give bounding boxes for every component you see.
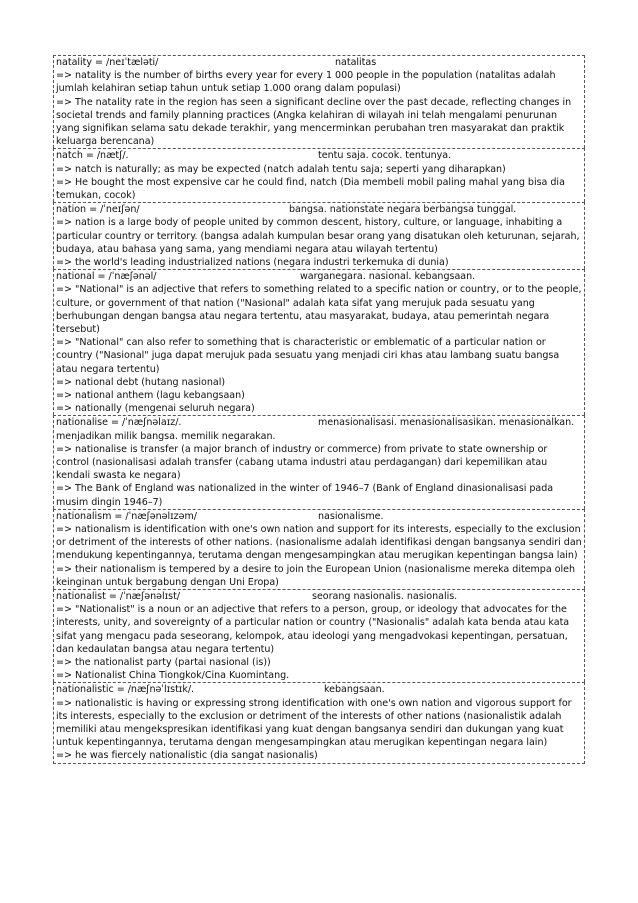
example-line: => The natality rate in the region has seen a significant decline over the past decade, reflecting changes in societal trends and family planning practices (Angka kelahiran di wilayah ini telah mengalami penurunan yang signifikan selama satu dekade terakhir, yang mencerminkan perubahan tren masyarakat dan praktik keluarga berencana) [56,96,572,148]
entry-head [56,270,583,283]
entry-head [56,510,583,523]
entry-nationalise [53,415,585,508]
definition-line: => natch is naturally; as may be expected (natch adalah tentu saja; seperti yang diharapkan) [56,163,506,175]
entry-nationalistic [53,682,585,763]
meaning: natalitas [335,57,377,68]
headword: nationalist = /ˈnæʃənəlɪst/ [56,591,180,603]
entry-natch [53,148,585,202]
headword: nation = /ˈneɪʃən/ [56,204,140,216]
example-line: => their nationalism is tempered by a desire to join the European Union (nasionalisme mereka ditempa oleh keinginan untuk bergabung dengan Uni Eropa) [56,563,576,588]
meaning-wrapped: menasionalisasi. menasionalisasikan. menasionalkan. menjadikan milik bangsa. memilik negarakan. [56,417,575,442]
meaning: nasionalisme. [318,510,384,522]
example-line: => he was fiercely nationalistic (dia sangat nasionalis) [56,750,318,762]
example-line: => the world's leading industrialized nations (negara industri terkemuka di dunia) [56,257,449,268]
definition-line: => "Nationalist" is a noun or an adjective that refers to a person, group, or ideology that advocates for the interests, unity, and sovereignty of a particular nation or country ("Nasionalis" adalah kata benda atau kata sifat yang mengacu pada seseorang, kelompok, atau ideologi yang mengadvokasi kepentingan, persatuan, dan kedaulatan bangsa atau negara tertentu) [56,604,570,655]
example-line: => national debt (hutang nasional) [56,376,226,388]
headword: nationalistic = /næʃnəˈlɪstɪk/. [56,684,195,696]
entry-nation [53,202,585,269]
meaning: kebangsaan. [324,684,385,696]
definition-line: => "National" can also refer to something that is characteristic or emblematic of a particular nation or country ("Nasional" juga dapat merujuk pada sesuatu yang menjadi ciri khas atau lambang suatu bangsa atau negara tertentu) [56,337,560,375]
definition-line: => nationalism is identification with one's own nation and support for its interests, especially to the exclusion or detriment of the interests of other nations. (nasionalisme adalah identifikasi dengan bangsanya sendiri dan mendukung kepentingannya, terutama dengan mengesampingkan atau merugikan kepentingan bangsa lain) [56,524,582,562]
entry-head [56,149,583,162]
definition-line: => nation is a large body of people united by common descent, history, culture, or language, inhabiting a particular country or territory. (bangsa adalah kumpulan besar orang yang disatukan oleh keturunan, sejarah, budaya, atau bahasa yang sama, yang mendiami negara atau wilayah tertentu) [56,217,580,255]
entry-head [56,590,583,603]
meaning: seorang nasionalis. nasionalis. [312,591,458,603]
example-line: => Nationalist China Tiongkok/Cina Kuomintang. [56,670,290,682]
headword: national = /ˈnæʃənəl/ [56,271,157,283]
headword: nationalise = /ˈnæʃnəlaɪz/. [56,417,182,429]
example-line: => national anthem (lagu kebangsaan) [56,390,245,402]
entry-head [56,56,583,69]
example-line: => nationally (mengenai seluruh negara) [56,403,255,415]
entry-national [53,269,585,415]
definition-line: => nationalistic is having or expressing strong identification with one's own nation and vigorous support for its interests, especially to the exclusion or detriment of the interests of other nations (nasionalistik adalah memiliki atau mengekspresikan identifikasi yang kuat dengan bangsanya sendiri dan dukungan yang kuat untuk kepentingannya, terutama dengan mengesampingkan atau merugikan kepentingan negara lain) [56,697,572,749]
entry-natality [53,55,585,148]
entry-nationalist [53,589,585,682]
example-line: => He bought the most expensive car he could find, natch (Dia membeli mobil paling mahal yang bisa dia temukan, cocok) [56,176,565,201]
headword: natch = /nætʃ/. [56,150,129,162]
example-line: => the nationalist party (partai nasional (is)) [56,657,271,669]
definition-line: => "National" is an adjective that refers to something related to a specific nation or country, or to the people, culture, or government of that nation ("Nasional" adalah kata sifat yang merujuk pada sesuatu yang berhubungan dengan bangsa atau negara tertentu, atau masyarakat, budaya, atau pemerintah negara tersebut) [56,284,582,335]
meaning: bangsa. nationstate negara berbangsa tunggal. [289,204,517,216]
example-line: => The Bank of England was nationalized in the winter of 1946–7 (Bank of England dinasionalisasi pada musim dingin 1946–7) [56,483,554,508]
entry-nationalism [53,509,585,589]
entry-head [56,203,583,216]
meaning: tentu saja. cocok. tentunya. [318,150,452,162]
headword: nationalism = /ˈnæʃənəlɪzəm/ [56,510,197,522]
definition-line: => nationalise is transfer (a major branch of industry or commerce) from private to state ownership or control (nasionalisasi adalah transfer (cabang utama industri atau perdagangan) dari kepemilikan atau kendali swasta ke negara) [56,443,548,482]
definition-line: => natality is the number of births every year for every 1 000 people in the population (natalitas adalah jumlah kelahiran setiap tahun untuk setiap 1.000 orang dalam populasi) [56,70,556,95]
entry-head [56,416,583,442]
entry-head [56,683,583,696]
dictionary-document [53,55,585,764]
headword: natality = /neɪˈtæləti/ [56,57,159,68]
meaning: warganegara. nasional. kebangsaan. [300,271,476,283]
